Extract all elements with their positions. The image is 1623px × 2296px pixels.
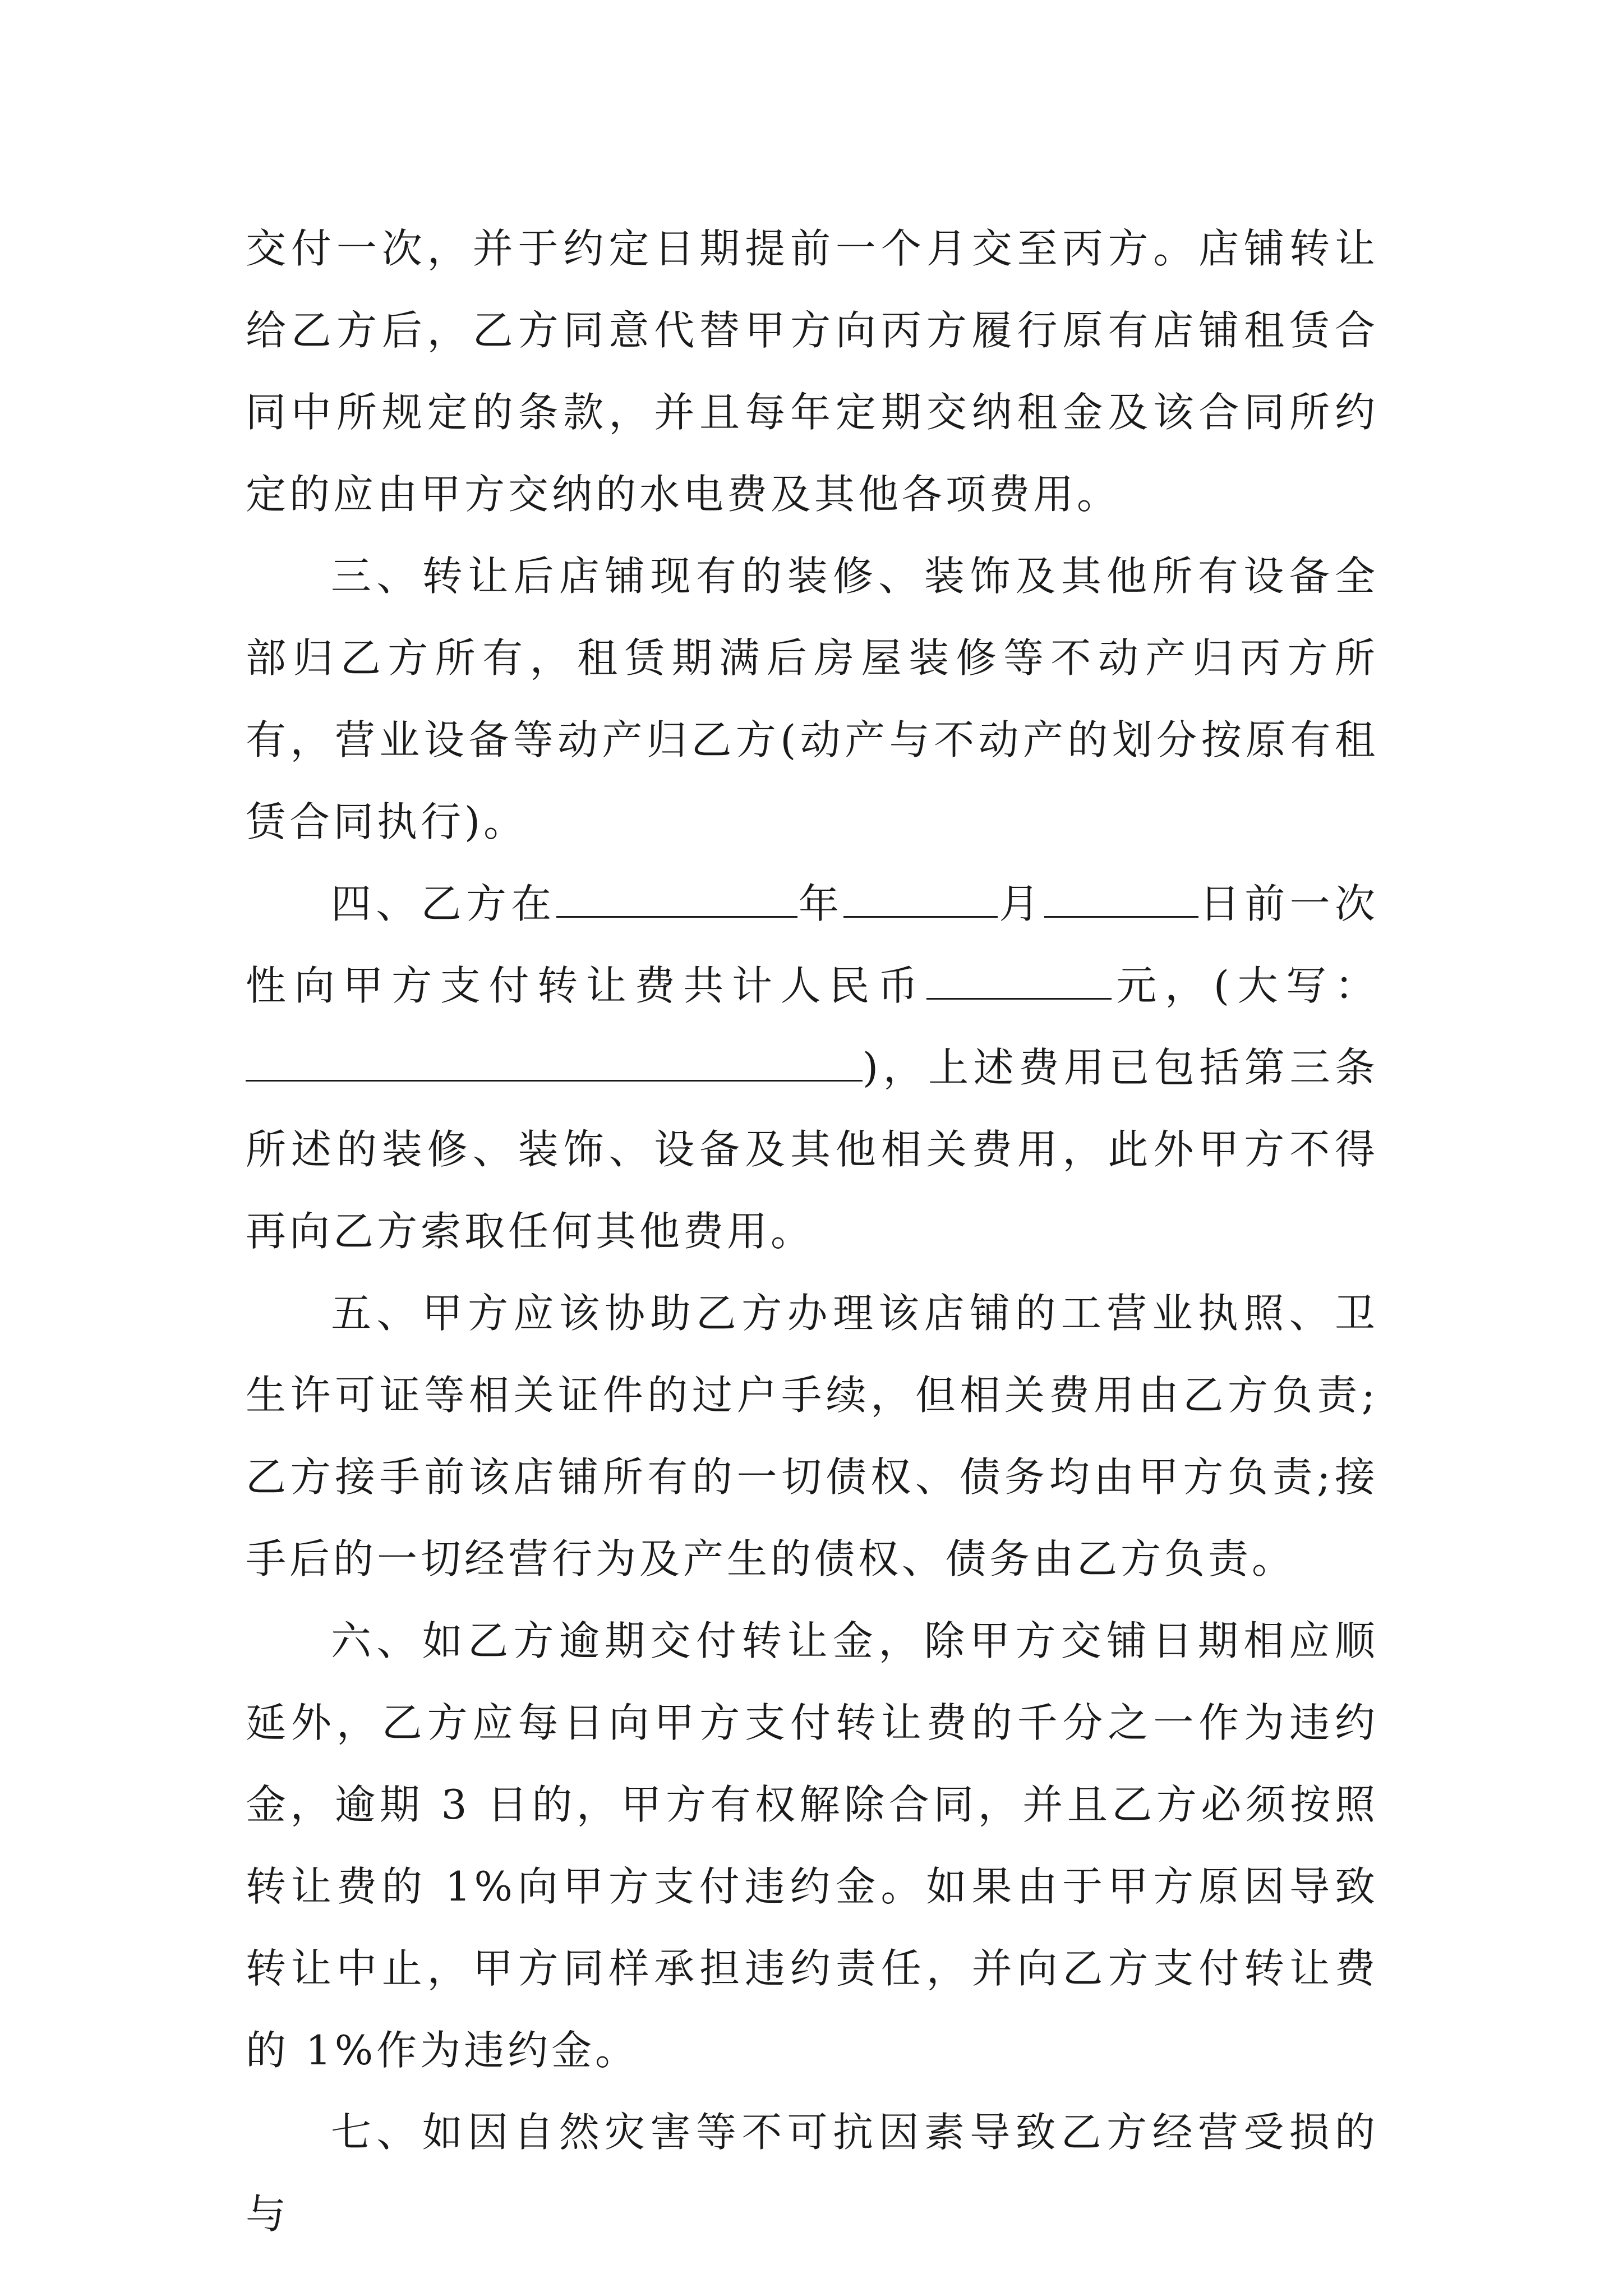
clause-4-text-e: 元，(大写： bbox=[1111, 962, 1378, 1009]
year-blank bbox=[556, 882, 797, 918]
clause-4-text-d: 日前一次性向甲方支付转让费共计人民币 bbox=[246, 880, 1378, 1009]
clause-7: 七、如因自然灾害等不可抗因素导致乙方经营受损的与 bbox=[246, 2109, 1378, 2238]
amount-blank bbox=[926, 964, 1112, 1000]
day-blank bbox=[1044, 882, 1198, 918]
clause-4-text-b: 年 bbox=[797, 880, 844, 927]
amount-in-words-blank bbox=[246, 1046, 863, 1082]
document-body bbox=[246, 208, 1378, 2255]
clause-4-text-a: 四、乙方在 bbox=[331, 880, 556, 927]
clause-6: 六、如乙方逾期交付转让金，除甲方交铺日期相应顺延外，乙方应每日向甲方支付转让费的千分之一作为违约金，逾期 3 日的，甲方有权解除合同，并且乙方必须按照转让费的 1%向甲方支付违约金。如果由于甲方原因导致转让中止，甲方同样承担违约责任，并向乙方支付转让费的 1%作为违约金。 bbox=[246, 1617, 1378, 2074]
clause-4 bbox=[246, 863, 1378, 1272]
month-blank bbox=[843, 882, 998, 918]
clause-4-text-c: 月 bbox=[998, 880, 1044, 927]
clause-5: 五、甲方应该协助乙方办理该店铺的工营业执照、卫生许可证等相关证件的过户手续，但相关费用由乙方负责;乙方接手前该店铺所有的一切债权、债务均由甲方负责;接手后的一切经营行为及产生的债权、债务由乙方负责。 bbox=[246, 1290, 1378, 1582]
paragraph-continuation: 交付一次，并于约定日期提前一个月交至丙方。店铺转让给乙方后，乙方同意代替甲方向丙方履行原有店铺租赁合同中所规定的条款，并且每年定期交纳租金及该合同所约定的应由甲方交纳的水电费及其他各项费用。 bbox=[246, 225, 1378, 518]
clause-4-text-f: )，上述费用已包括第三条所述的装修、装饰、设备及其他相关费用，此外甲方不得再向乙方索取任何其他费用。 bbox=[246, 1044, 1378, 1255]
clause-3: 三、转让后店铺现有的装修、装饰及其他所有设备全部归乙方所有，租赁期满后房屋装修等不动产归丙方所有，营业设备等动产归乙方(动产与不动产的划分按原有租赁合同执行)。 bbox=[246, 553, 1378, 845]
